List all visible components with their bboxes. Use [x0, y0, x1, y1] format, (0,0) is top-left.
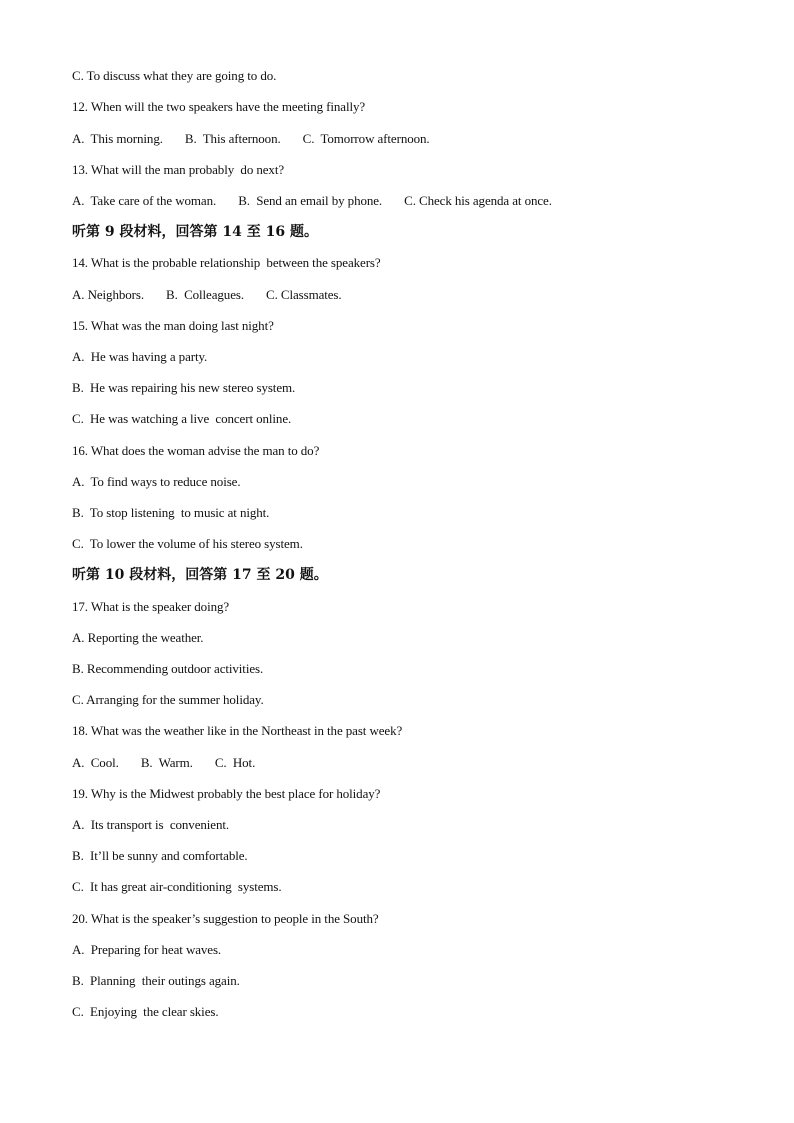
option-19b: B. It’ll be sunny and comfortable. — [72, 848, 248, 863]
option-19a: A. Its transport is convenient. — [72, 817, 230, 832]
question-18: 18. What was the weather like in the Northeast in the past week? — [72, 723, 403, 738]
question-12: 12. When will the two speakers have the meeting finally? — [72, 99, 366, 114]
section-heading-10: 听第 10 段材料，回答第 17 至 20 题。 — [72, 567, 328, 583]
section-heading-9: 听第 9 段材料，回答第 14 至 16 题。 — [72, 224, 318, 240]
options-13: A. Take care of the woman. B. Send an email by phone. C. Check his agenda at once. — [72, 193, 552, 208]
option-11c: C. To discuss what they are going to do. — [72, 68, 277, 83]
option-20c: C. Enjoying the clear skies. — [72, 1004, 219, 1019]
question-13: 13. What will the man probably do next? — [72, 162, 285, 177]
question-20: 20. What is the speaker’s suggestion to people in the South? — [72, 911, 379, 926]
option-15a: A. He was having a party. — [72, 349, 208, 364]
option-17b: B. Recommending outdoor activities. — [72, 661, 264, 676]
option-16c: C. To lower the volume of his stereo system. — [72, 536, 303, 551]
question-16: 16. What does the woman advise the man to do? — [72, 443, 320, 458]
option-20a: A. Preparing for heat waves. — [72, 942, 222, 957]
option-15c: C. He was watching a live concert online. — [72, 411, 292, 426]
option-16a: A. To find ways to reduce noise. — [72, 474, 241, 489]
options-14: A. Neighbors. B. Colleagues. C. Classmates. — [72, 287, 342, 302]
option-17a: A. Reporting the weather. — [72, 630, 204, 645]
options-12: A. This morning. B. This afternoon. C. Tomorrow afternoon. — [72, 131, 430, 146]
options-18: A. Cool. B. Warm. C. Hot. — [72, 755, 256, 770]
option-16b: B. To stop listening to music at night. — [72, 505, 270, 520]
option-17c: C. Arranging for the summer holiday. — [72, 692, 264, 707]
option-20b: B. Planning their outings again. — [72, 973, 240, 988]
question-14: 14. What is the probable relationship between the speakers? — [72, 255, 381, 270]
option-19c: C. It has great air-conditioning systems. — [72, 879, 282, 894]
question-17: 17. What is the speaker doing? — [72, 599, 230, 614]
option-15b: B. He was repairing his new stereo system. — [72, 380, 296, 395]
question-15: 15. What was the man doing last night? — [72, 318, 274, 333]
question-19: 19. Why is the Midwest probably the best place for holiday? — [72, 786, 381, 801]
